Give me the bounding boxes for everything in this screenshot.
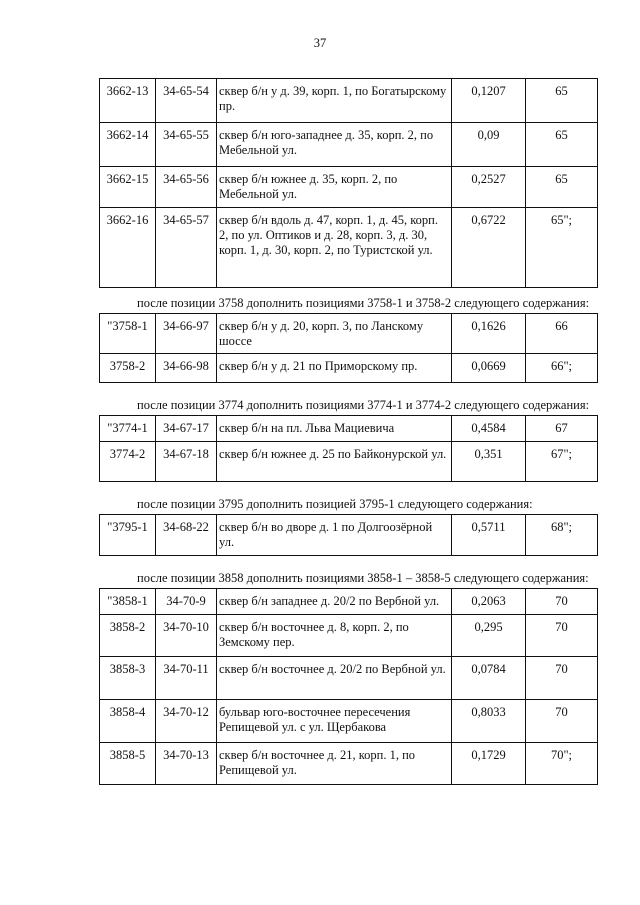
position-number: 3858-3 [100, 657, 156, 700]
registry-code: 34-65-54 [156, 79, 217, 123]
registry-code: 34-65-57 [156, 208, 217, 288]
section-intro: после позиции 3858 дополнить позициями 3858-1 – 3858-5 следующего содержания: [137, 571, 589, 585]
area-value: 0,8033 [452, 700, 526, 743]
table-row [100, 700, 598, 743]
position-number: "3758-1 [100, 314, 156, 354]
reference-number: 67"; [526, 442, 598, 482]
reference-number: 65"; [526, 208, 598, 288]
table-row [100, 657, 598, 700]
registry-code: 34-68-22 [156, 515, 217, 556]
reference-number: 66 [526, 314, 598, 354]
object-description: сквер б/н во дворе д. 1 по Долгоозёрной ул. [217, 515, 452, 556]
area-value: 0,6722 [452, 208, 526, 288]
registry-code: 34-67-18 [156, 442, 217, 482]
position-number: 3662-16 [100, 208, 156, 288]
registry-code: 34-70-12 [156, 700, 217, 743]
area-value: 0,5711 [452, 515, 526, 556]
section-intro: после позиции 3795 дополнить позицией 3795-1 следующего содержания: [137, 497, 533, 511]
table-row [100, 442, 598, 482]
reference-number: 70 [526, 700, 598, 743]
object-description: сквер б/н западнее д. 20/2 по Вербной ул. [217, 589, 452, 615]
table-row [100, 79, 598, 123]
registry-code: 34-67-17 [156, 416, 217, 442]
section-intro: после позиции 3774 дополнить позициями 3774-1 и 3774-2 следующего содержания: [137, 398, 590, 412]
positions-table-1 [99, 78, 598, 288]
reference-number: 68"; [526, 515, 598, 556]
positions-table-2 [99, 313, 598, 383]
reference-number: 65 [526, 79, 598, 123]
object-description: сквер б/н у д. 39, корп. 1, по Богатырскому пр. [217, 79, 452, 123]
table-row [100, 208, 598, 288]
object-description: сквер б/н южнее д. 25 по Байконурской ул. [217, 442, 452, 482]
area-value: 0,4584 [452, 416, 526, 442]
table-row [100, 589, 598, 615]
position-number: 3774-2 [100, 442, 156, 482]
reference-number: 66"; [526, 354, 598, 383]
registry-code: 34-70-11 [156, 657, 217, 700]
reference-number: 67 [526, 416, 598, 442]
position-number: "3858-1 [100, 589, 156, 615]
position-number: 3758-2 [100, 354, 156, 383]
positions-table-4 [99, 514, 598, 556]
position-number: 3662-13 [100, 79, 156, 123]
area-value: 0,1207 [452, 79, 526, 123]
registry-code: 34-65-56 [156, 167, 217, 208]
reference-number: 70"; [526, 743, 598, 785]
table-row [100, 515, 598, 556]
page-number: 37 [313, 36, 327, 50]
object-description: сквер б/н восточнее д. 8, корп. 2, по Земскому пер. [217, 615, 452, 657]
position-number: 3858-5 [100, 743, 156, 785]
table-row [100, 416, 598, 442]
object-description: бульвар юго-восточнее пересечения Репищевой ул. с ул. Щербакова [217, 700, 452, 743]
object-description: сквер б/н на пл. Льва Мациевича [217, 416, 452, 442]
registry-code: 34-70-10 [156, 615, 217, 657]
reference-number: 65 [526, 123, 598, 167]
registry-code: 34-70-9 [156, 589, 217, 615]
object-description: сквер б/н восточнее д. 20/2 по Вербной ул. [217, 657, 452, 700]
area-value: 0,09 [452, 123, 526, 167]
object-description: сквер б/н юго-западнее д. 35, корп. 2, по Мебельной ул. [217, 123, 452, 167]
reference-number: 65 [526, 167, 598, 208]
area-value: 0,0784 [452, 657, 526, 700]
table-row [100, 354, 598, 383]
position-number: 3858-4 [100, 700, 156, 743]
table-row [100, 167, 598, 208]
area-value: 0,351 [452, 442, 526, 482]
registry-code: 34-66-97 [156, 314, 217, 354]
area-value: 0,2063 [452, 589, 526, 615]
position-number: "3795-1 [100, 515, 156, 556]
object-description: сквер б/н южнее д. 35, корп. 2, по Мебельной ул. [217, 167, 452, 208]
section-intro: после позиции 3758 дополнить позициями 3758-1 и 3758-2 следующего содержания: [137, 296, 590, 310]
position-number: 3858-2 [100, 615, 156, 657]
object-description: сквер б/н вдоль д. 47, корп. 1, д. 45, корп. 2, по ул. Оптиков и д. 28, корп. 3, д. 30, корп. 1, д. 30, корп. 2, по Туристской ул. [217, 208, 452, 288]
position-number: 3662-15 [100, 167, 156, 208]
object-description: сквер б/н у д. 21 по Приморскому пр. [217, 354, 452, 383]
object-description: сквер б/н у д. 20, корп. 3, по Ланскому шоссе [217, 314, 452, 354]
area-value: 0,295 [452, 615, 526, 657]
positions-table-5 [99, 588, 598, 785]
table-row [100, 743, 598, 785]
object-description: сквер б/н восточнее д. 21, корп. 1, по Репищевой ул. [217, 743, 452, 785]
registry-code: 34-70-13 [156, 743, 217, 785]
table-row [100, 123, 598, 167]
area-value: 0,2527 [452, 167, 526, 208]
table-row [100, 314, 598, 354]
area-value: 0,0669 [452, 354, 526, 383]
positions-table-3 [99, 415, 598, 482]
area-value: 0,1729 [452, 743, 526, 785]
reference-number: 70 [526, 657, 598, 700]
area-value: 0,1626 [452, 314, 526, 354]
reference-number: 70 [526, 615, 598, 657]
position-number: "3774-1 [100, 416, 156, 442]
position-number: 3662-14 [100, 123, 156, 167]
table-row [100, 615, 598, 657]
reference-number: 70 [526, 589, 598, 615]
registry-code: 34-66-98 [156, 354, 217, 383]
registry-code: 34-65-55 [156, 123, 217, 167]
